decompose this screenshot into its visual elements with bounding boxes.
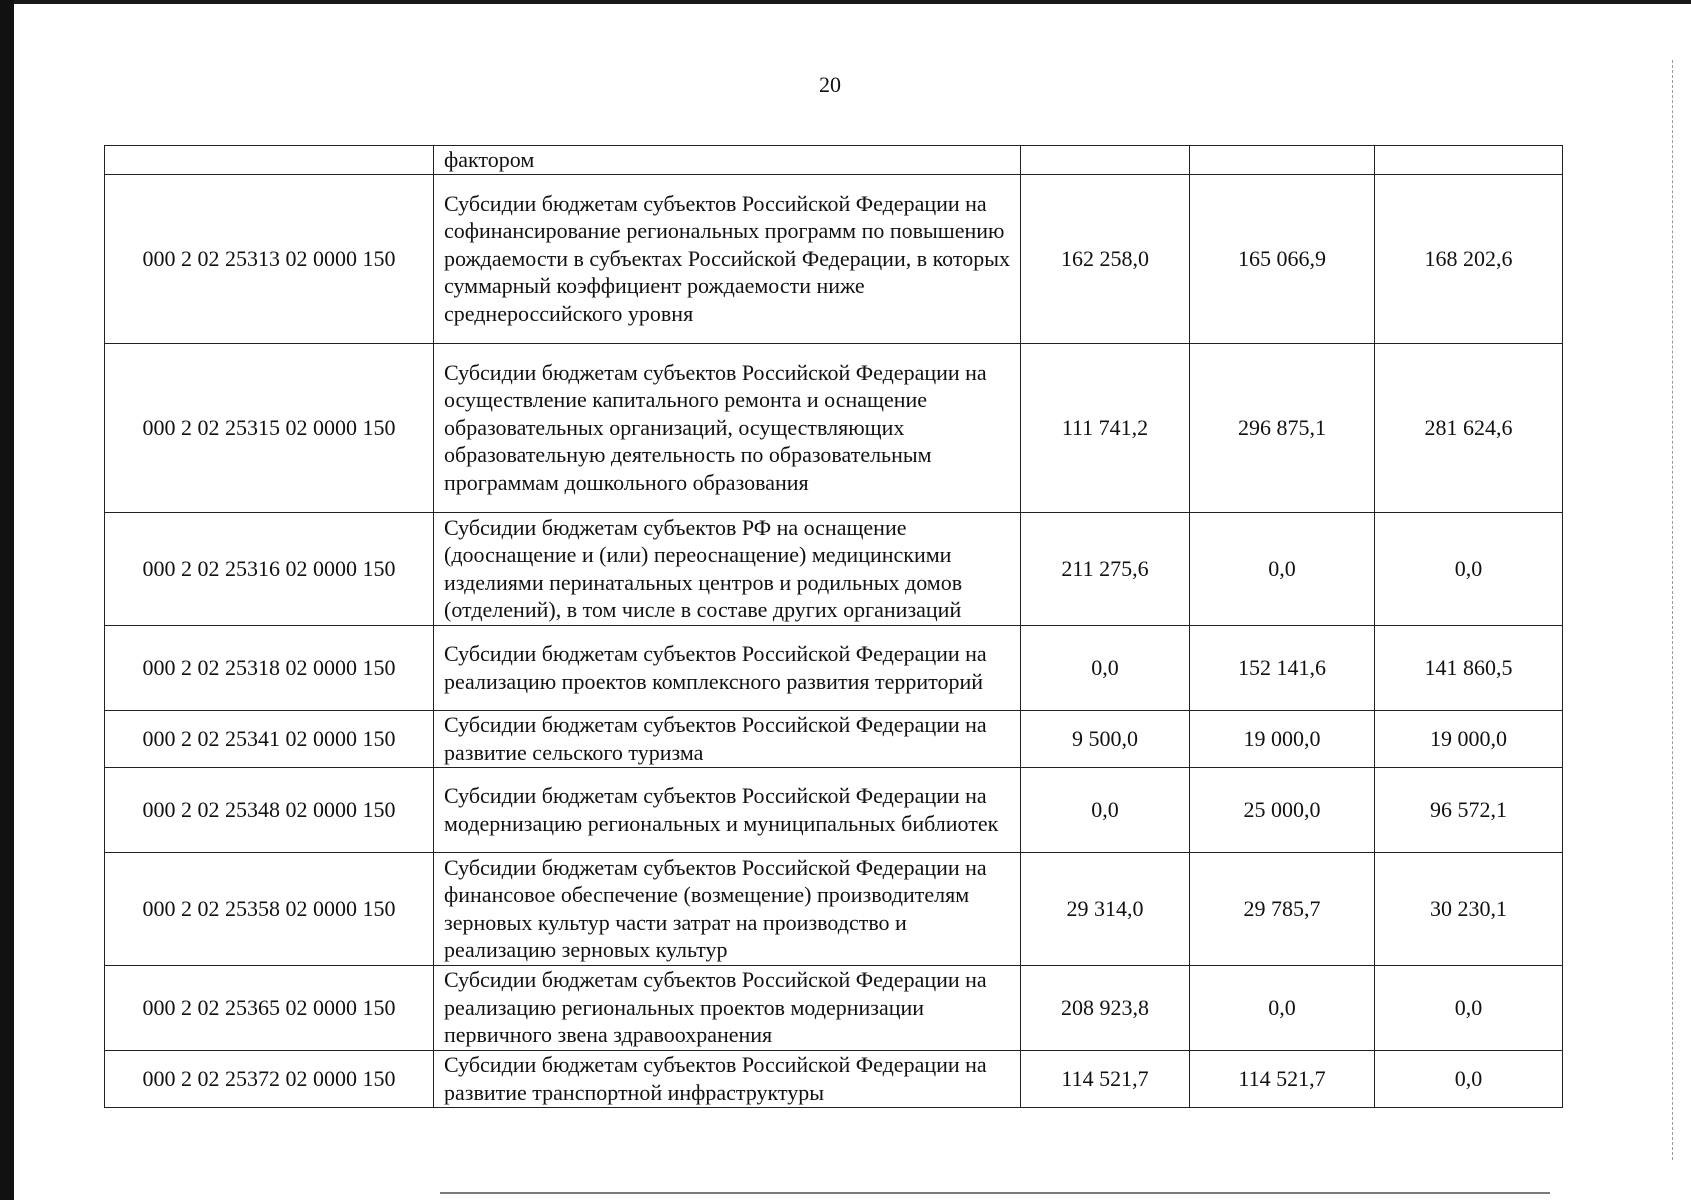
table-row [105, 1050, 1563, 1107]
row-code: 000 2 02 25313 02 0000 150 [105, 174, 434, 343]
row-code: 000 2 02 25348 02 0000 150 [105, 767, 434, 852]
row-value-3: 168 202,6 [1375, 174, 1563, 343]
row-value-2: 25 000,0 [1190, 767, 1375, 852]
row-code: 000 2 02 25372 02 0000 150 [105, 1050, 434, 1107]
row-code: 000 2 02 25316 02 0000 150 [105, 512, 434, 625]
table-row [105, 767, 1563, 852]
table-row [105, 174, 1563, 343]
row-code [105, 146, 434, 175]
row-value-1: 208 923,8 [1021, 965, 1190, 1050]
row-value-1: 211 275,6 [1021, 512, 1190, 625]
row-value-2: 29 785,7 [1190, 852, 1375, 965]
row-value-1: 114 521,7 [1021, 1050, 1190, 1107]
row-value-2: 114 521,7 [1190, 1050, 1375, 1107]
row-value-2 [1190, 146, 1375, 175]
row-value-2: 0,0 [1190, 512, 1375, 625]
row-value-3: 281 624,6 [1375, 343, 1563, 512]
row-value-1: 29 314,0 [1021, 852, 1190, 965]
row-value-1: 0,0 [1021, 625, 1190, 710]
table-row-continuation [105, 146, 1563, 175]
row-description: Субсидии бюджетам субъектов Российской Федерации на развитие сельского туризма [434, 710, 1021, 767]
scan-edge-left [0, 0, 14, 1200]
page-number: 20 [819, 72, 841, 97]
row-value-3: 0,0 [1375, 1050, 1563, 1107]
row-value-2: 19 000,0 [1190, 710, 1375, 767]
row-value-3: 30 230,1 [1375, 852, 1563, 965]
budget-table [104, 145, 1563, 1108]
table-row [105, 343, 1563, 512]
row-value-3: 0,0 [1375, 965, 1563, 1050]
row-value-2: 296 875,1 [1190, 343, 1375, 512]
scan-edge-right [1672, 60, 1673, 1160]
scan-edge-top [0, 0, 1691, 4]
table-row [105, 852, 1563, 965]
row-value-2: 165 066,9 [1190, 174, 1375, 343]
table-row [105, 625, 1563, 710]
row-value-1: 111 741,2 [1021, 343, 1190, 512]
row-code: 000 2 02 25318 02 0000 150 [105, 625, 434, 710]
row-value-3: 141 860,5 [1375, 625, 1563, 710]
row-value-3: 96 572,1 [1375, 767, 1563, 852]
row-value-1: 9 500,0 [1021, 710, 1190, 767]
row-description: фактором [434, 146, 1021, 175]
table-row [105, 965, 1563, 1050]
table-row [105, 512, 1563, 625]
row-value-1: 0,0 [1021, 767, 1190, 852]
row-code: 000 2 02 25358 02 0000 150 [105, 852, 434, 965]
row-value-3: 19 000,0 [1375, 710, 1563, 767]
row-value-1: 162 258,0 [1021, 174, 1190, 343]
scan-edge-bottom [440, 1192, 1550, 1194]
row-description: Субсидии бюджетам субъектов Российской Федерации на реализацию проектов комплексного развития территорий [434, 625, 1021, 710]
row-description: Субсидии бюджетам субъектов Российской Федерации на модернизацию региональных и муниципальных библиотек [434, 767, 1021, 852]
row-description: Субсидии бюджетам субъектов Российской Федерации на осуществление капитального ремонта и оснащение образовательных организаций, осуществляющих образовательную деятельность по образовательным программам дошкольного образования [434, 343, 1021, 512]
row-value-3 [1375, 146, 1563, 175]
table-row [105, 710, 1563, 767]
row-code: 000 2 02 25365 02 0000 150 [105, 965, 434, 1050]
row-value-2: 152 141,6 [1190, 625, 1375, 710]
row-value-1 [1021, 146, 1190, 175]
row-description: Субсидии бюджетам субъектов РФ на оснащение (дооснащение и (или) переоснащение) медицинскими изделиями перинатальных центров и родильных домов (отделений), в том числе в составе других организаций [434, 512, 1021, 625]
row-description: Субсидии бюджетам субъектов Российской Федерации на софинансирование региональных программ по повышению рождаемости в субъектах Российской Федерации, в которых суммарный коэффициент рождаемости ниже среднероссийского уровня [434, 174, 1021, 343]
row-code: 000 2 02 25341 02 0000 150 [105, 710, 434, 767]
row-description: Субсидии бюджетам субъектов Российской Федерации на реализацию региональных проектов модернизации первичного звена здравоохранения [434, 965, 1021, 1050]
row-value-3: 0,0 [1375, 512, 1563, 625]
row-code: 000 2 02 25315 02 0000 150 [105, 343, 434, 512]
row-value-2: 0,0 [1190, 965, 1375, 1050]
row-description: Субсидии бюджетам субъектов Российской Федерации на финансовое обеспечение (возмещение) производителям зерновых культур части затрат на производство и реализацию зерновых культур [434, 852, 1021, 965]
row-description: Субсидии бюджетам субъектов Российской Федерации на развитие транспортной инфраструктуры [434, 1050, 1021, 1107]
